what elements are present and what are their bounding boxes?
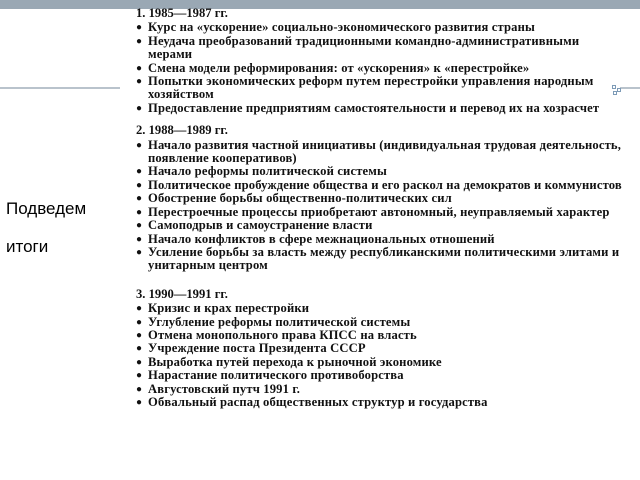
bullet-icon: ● <box>136 35 143 47</box>
list-item: ● Перестроечные процессы приобретают автономный, неуправляемый характер <box>136 204 610 219</box>
list-item: ● Курс на «ускорение» социально-экономического развития страны <box>136 20 535 35</box>
bullet-icon: ● <box>136 220 143 232</box>
list-item: ● Учреждение поста Президента СССР <box>136 341 366 356</box>
list-item: ● Начало реформы политической системы <box>136 164 387 179</box>
bullet-icon: ● <box>136 383 143 395</box>
bullet-icon: ● <box>136 139 143 151</box>
bullet-icon: ● <box>136 329 143 341</box>
list-item: ● Отмена монопольного права КПСС на власть <box>136 327 417 342</box>
bullet-icon: ● <box>136 246 143 258</box>
list-item: ● Обострение борьбы общественно-политических сил <box>136 191 452 206</box>
bullet-icon: ● <box>136 102 143 114</box>
bullet-icon: ● <box>136 62 143 74</box>
list-item: ● Обвальный распад общественных структур и государства <box>136 394 488 409</box>
section-heading: 3. 1990—1991 гг. <box>136 286 228 301</box>
section-1985-1987 <box>134 7 624 115</box>
bullet-icon: ● <box>136 179 143 191</box>
list-item: ● Неудача преобразований традиционными командно-административными мерами <box>136 33 580 62</box>
list-item: ● Попытки экономических реформ путем перестройки управления народным хозяйством <box>136 74 594 102</box>
bullet-icon: ● <box>136 22 143 34</box>
bullet-icon: ● <box>136 343 143 355</box>
bullet-icon: ● <box>136 396 143 408</box>
list-item: ● Предоставление предприятиям самостоятельности и перевод их на хозрасчет <box>136 100 600 115</box>
divider-left <box>0 87 120 89</box>
list-item: ● Кризис и крах перестройки <box>136 301 310 316</box>
section-heading: 2. 1988—1989 гг. <box>136 123 228 138</box>
list-item: ● Начало развития частной инициативы (индивидуальная трудовая деятельность, появление кооперативов) <box>136 137 622 166</box>
bullet-icon: ● <box>136 193 143 205</box>
list-item: ● Смена модели реформирования: от «ускорения» к «перестройке» <box>136 60 530 75</box>
bullet-icon: ● <box>136 166 143 178</box>
list-item: ● Политическое пробуждение общества и его раскол на демократов и коммунистов <box>136 177 622 192</box>
list-item: ● Августовский путч 1991 г. <box>136 381 301 396</box>
list-item: ● Выработка путей перехода к рыночной экономике <box>136 354 442 369</box>
bullet-icon: ● <box>136 303 143 315</box>
list-item: ● Нарастание политического противоборства <box>136 368 404 383</box>
section-1990-1991 <box>134 288 624 410</box>
bullet-icon: ● <box>136 356 143 368</box>
slide-title-line-2: итоги <box>6 237 49 256</box>
bullet-icon: ● <box>136 370 143 382</box>
list-item: ● Углубление реформы политической системы <box>136 314 411 329</box>
bullet-icon: ● <box>136 233 143 245</box>
section-1988-1989 <box>134 124 624 272</box>
slide-title <box>6 190 126 266</box>
bullet-icon: ● <box>136 316 143 328</box>
bullet-icon: ● <box>136 76 143 88</box>
list-item: ● Начало конфликтов в сфере межнациональных отношений <box>136 231 495 246</box>
section-heading: 1. 1985—1987 гг. <box>136 6 228 20</box>
slide-title-line-1: Подведем <box>6 199 87 218</box>
list-item: ● Усиление борьбы за власть между республиканскими политическими элитами и унитарным центром <box>136 244 620 273</box>
list-item: ● Самоподрыв и самоустранение власти <box>136 218 373 233</box>
bullet-icon: ● <box>136 206 143 218</box>
document-scan <box>134 7 624 475</box>
